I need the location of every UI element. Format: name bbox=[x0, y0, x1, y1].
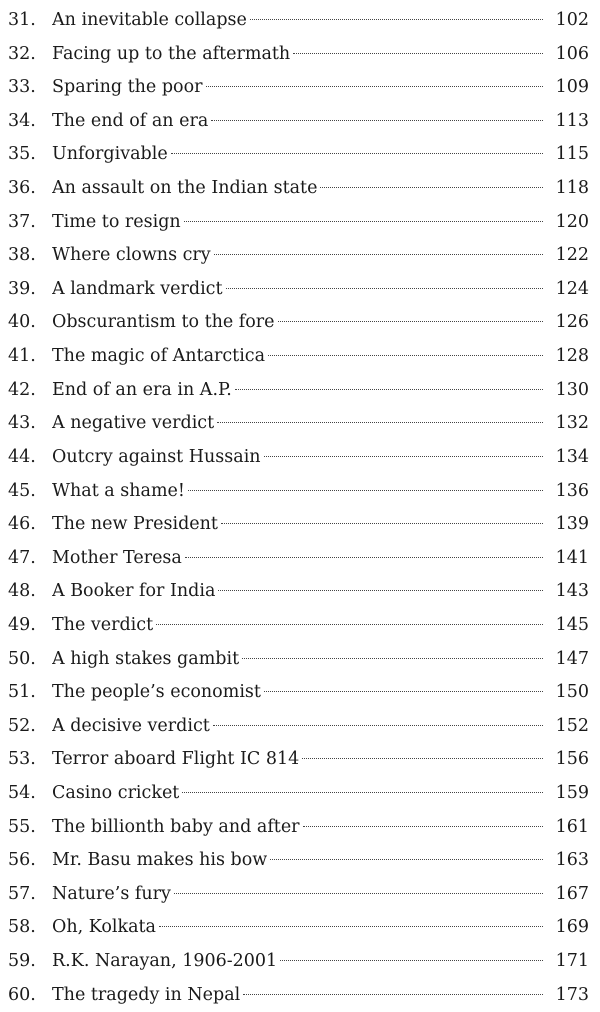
entry-page-number: 134 bbox=[555, 446, 589, 467]
entry-page-number: 106 bbox=[555, 43, 589, 64]
dot-leader bbox=[159, 926, 543, 927]
entry-title: The end of an era bbox=[52, 110, 209, 131]
entry-page-number: 147 bbox=[555, 648, 589, 669]
toc-entry bbox=[0, 273, 600, 307]
entry-number: 59. bbox=[8, 951, 36, 972]
entry-number: 52. bbox=[8, 715, 36, 736]
entry-title: Where clowns cry bbox=[52, 245, 211, 266]
entry-page-number: 169 bbox=[555, 917, 589, 938]
entry-page-number: 173 bbox=[555, 984, 589, 1005]
entry-title: R.K. Narayan, 1906-2001 bbox=[52, 951, 278, 972]
dot-leader bbox=[185, 557, 543, 558]
entry-number: 42. bbox=[8, 379, 36, 400]
toc-entry bbox=[0, 206, 600, 240]
entry-number: 48. bbox=[8, 581, 36, 602]
entry-title: A decisive verdict bbox=[52, 715, 210, 736]
entry-number: 60. bbox=[8, 984, 36, 1005]
entry-page-number: 118 bbox=[555, 178, 589, 199]
dot-leader bbox=[218, 590, 543, 591]
entry-page-number: 124 bbox=[555, 278, 589, 299]
entry-page-number: 143 bbox=[555, 581, 589, 602]
toc-entry bbox=[0, 609, 600, 643]
entry-page-number: 150 bbox=[555, 682, 589, 703]
entry-page-number: 122 bbox=[555, 245, 589, 266]
entry-page-number: 113 bbox=[555, 110, 589, 131]
dot-leader bbox=[268, 355, 543, 356]
entry-number: 44. bbox=[8, 446, 36, 467]
entry-number: 39. bbox=[8, 278, 36, 299]
entry-title: Sparing the poor bbox=[52, 77, 203, 98]
entry-page-number: 115 bbox=[555, 144, 589, 165]
entry-page-number: 141 bbox=[555, 547, 589, 568]
dot-leader bbox=[303, 826, 543, 827]
dot-leader bbox=[211, 120, 543, 121]
entry-page-number: 171 bbox=[555, 951, 589, 972]
entry-number: 41. bbox=[8, 346, 36, 367]
entry-page-number: 156 bbox=[555, 749, 589, 770]
dot-leader bbox=[174, 893, 543, 894]
toc-entry bbox=[0, 945, 600, 979]
toc-entry bbox=[0, 374, 600, 408]
toc-entry bbox=[0, 239, 600, 273]
dot-leader bbox=[243, 994, 543, 995]
entry-title: The new President bbox=[52, 514, 218, 535]
toc-entry bbox=[0, 777, 600, 811]
entry-number: 55. bbox=[8, 816, 36, 837]
toc-entry bbox=[0, 475, 600, 509]
dot-leader bbox=[293, 53, 543, 54]
dot-leader bbox=[250, 19, 543, 20]
entry-number: 40. bbox=[8, 312, 36, 333]
toc-entry bbox=[0, 710, 600, 744]
entry-number: 49. bbox=[8, 614, 36, 635]
entry-page-number: 130 bbox=[555, 379, 589, 400]
entry-page-number: 102 bbox=[555, 10, 589, 30]
entry-page-number: 128 bbox=[555, 346, 589, 367]
toc-entry bbox=[0, 676, 600, 710]
entry-page-number: 132 bbox=[555, 413, 589, 434]
dot-leader bbox=[235, 389, 543, 390]
entry-title: Unforgivable bbox=[52, 144, 168, 165]
entry-page-number: 139 bbox=[555, 514, 589, 535]
entry-number: 43. bbox=[8, 413, 36, 434]
entry-title: Outcry against Hussain bbox=[52, 446, 261, 467]
toc-entry bbox=[0, 172, 600, 206]
entry-number: 58. bbox=[8, 917, 36, 938]
entry-title: A landmark verdict bbox=[52, 278, 223, 299]
toc-entry bbox=[0, 407, 600, 441]
dot-leader bbox=[217, 422, 543, 423]
entry-page-number: 152 bbox=[555, 715, 589, 736]
entry-page-number: 109 bbox=[555, 77, 589, 98]
dot-leader bbox=[171, 153, 543, 154]
entry-title: A Booker for India bbox=[52, 581, 216, 602]
entry-title: An inevitable collapse bbox=[52, 10, 247, 30]
entry-page-number: 159 bbox=[555, 783, 589, 804]
entry-number: 37. bbox=[8, 211, 36, 232]
dot-leader bbox=[184, 221, 543, 222]
entry-title: Terror aboard Flight IC 814 bbox=[52, 749, 300, 770]
entry-title: A high stakes gambit bbox=[52, 648, 240, 669]
entry-page-number: 120 bbox=[555, 211, 589, 232]
entry-title: The tragedy in Nepal bbox=[52, 984, 241, 1005]
toc-entry bbox=[0, 340, 600, 374]
entry-number: 51. bbox=[8, 682, 36, 703]
toc-entry bbox=[0, 306, 600, 340]
entry-title: The people’s economist bbox=[52, 682, 261, 703]
entry-title: Mr. Basu makes his bow bbox=[52, 850, 268, 871]
dot-leader bbox=[242, 658, 543, 659]
entry-title: An assault on the Indian state bbox=[52, 178, 318, 199]
entry-number: 35. bbox=[8, 144, 36, 165]
toc-entry bbox=[0, 575, 600, 609]
entry-number: 32. bbox=[8, 43, 36, 64]
dot-leader bbox=[214, 254, 543, 255]
entry-title: Obscurantism to the fore bbox=[52, 312, 275, 333]
entry-title: The verdict bbox=[52, 614, 154, 635]
toc-entry bbox=[0, 138, 600, 172]
toc-entry bbox=[0, 844, 600, 878]
entry-title: The billionth baby and after bbox=[52, 816, 300, 837]
entry-page-number: 161 bbox=[555, 816, 589, 837]
toc-entry bbox=[0, 4, 600, 38]
entry-page-number: 126 bbox=[555, 312, 589, 333]
entry-number: 50. bbox=[8, 648, 36, 669]
entry-title: End of an era in A.P. bbox=[52, 379, 232, 400]
dot-leader bbox=[278, 321, 543, 322]
dot-leader bbox=[264, 691, 543, 692]
dot-leader bbox=[206, 86, 544, 87]
entry-number: 46. bbox=[8, 514, 36, 535]
dot-leader bbox=[188, 490, 543, 491]
toc-entry bbox=[0, 878, 600, 912]
toc-entry bbox=[0, 441, 600, 475]
entry-number: 57. bbox=[8, 883, 36, 904]
entry-number: 56. bbox=[8, 850, 36, 871]
entry-title: Time to resign bbox=[52, 211, 181, 232]
toc-entry bbox=[0, 811, 600, 845]
entry-number: 53. bbox=[8, 749, 36, 770]
entry-title: Facing up to the aftermath bbox=[52, 43, 291, 64]
dot-leader bbox=[302, 758, 543, 759]
toc-entry bbox=[0, 911, 600, 945]
entry-title: Nature’s fury bbox=[52, 883, 171, 904]
toc-entry bbox=[0, 979, 600, 1012]
dot-leader bbox=[182, 792, 543, 793]
dot-leader bbox=[221, 523, 543, 524]
toc-entry bbox=[0, 743, 600, 777]
dot-leader bbox=[264, 456, 543, 457]
dot-leader bbox=[280, 960, 543, 961]
entry-title: Mother Teresa bbox=[52, 547, 182, 568]
entry-title: A negative verdict bbox=[52, 413, 215, 434]
entry-page-number: 167 bbox=[555, 883, 589, 904]
dot-leader bbox=[226, 288, 543, 289]
dot-leader bbox=[320, 187, 543, 188]
entry-number: 54. bbox=[8, 783, 36, 804]
entry-number: 31. bbox=[8, 10, 36, 30]
entry-number: 47. bbox=[8, 547, 36, 568]
toc-entry bbox=[0, 71, 600, 105]
entry-number: 34. bbox=[8, 110, 36, 131]
entry-title: The magic of Antarctica bbox=[52, 346, 266, 367]
dot-leader bbox=[270, 859, 543, 860]
toc-entry bbox=[0, 542, 600, 576]
entry-page-number: 163 bbox=[555, 850, 589, 871]
entry-page-number: 145 bbox=[555, 614, 589, 635]
entry-number: 45. bbox=[8, 480, 36, 501]
toc-entry bbox=[0, 508, 600, 542]
dot-leader bbox=[213, 725, 543, 726]
entry-title: Oh, Kolkata bbox=[52, 917, 156, 938]
entry-title: What a shame! bbox=[52, 480, 185, 501]
entry-number: 33. bbox=[8, 77, 36, 98]
entry-page-number: 136 bbox=[555, 480, 589, 501]
entry-number: 38. bbox=[8, 245, 36, 266]
toc-entry bbox=[0, 105, 600, 139]
entry-number: 36. bbox=[8, 178, 36, 199]
entry-title: Casino cricket bbox=[52, 783, 180, 804]
table-of-contents bbox=[0, 4, 600, 1012]
toc-entry bbox=[0, 643, 600, 677]
toc-entry bbox=[0, 38, 600, 72]
dot-leader bbox=[156, 624, 543, 625]
